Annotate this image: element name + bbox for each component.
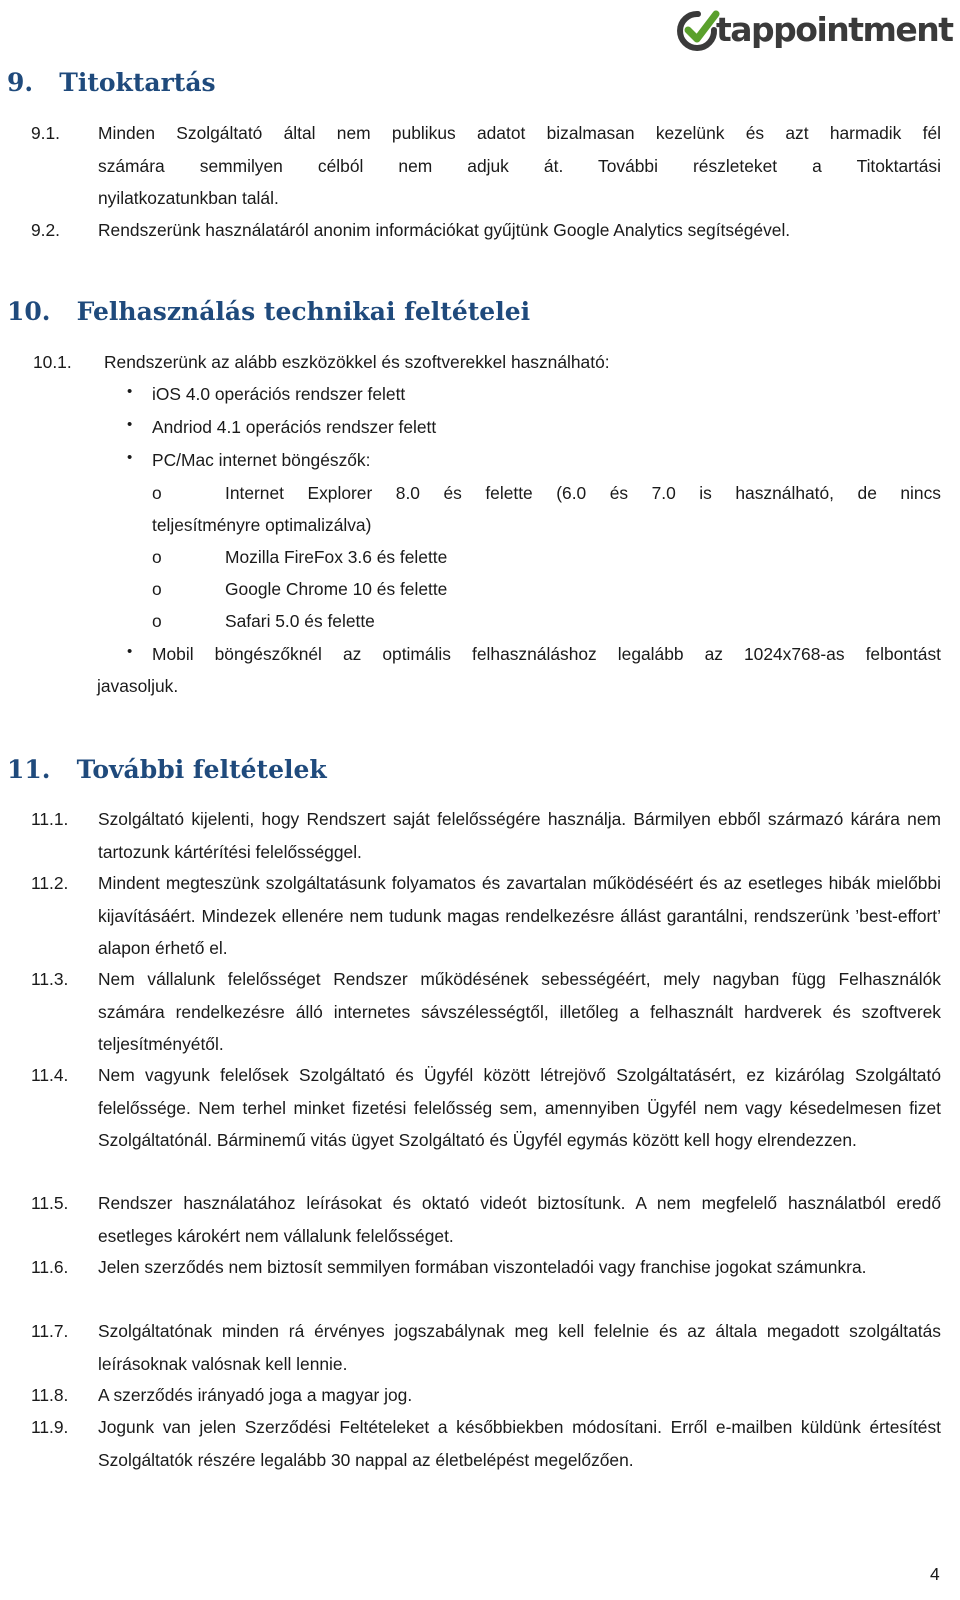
paragraph-11-9 — [31, 1411, 941, 1477]
sub-bullet-marker: o — [152, 579, 162, 599]
section-10-heading — [7, 297, 530, 326]
paragraph-9-2 — [31, 214, 941, 248]
section-11-title: További feltételek — [76, 755, 327, 784]
section-10-number: 10. — [7, 297, 51, 326]
paragraph-number: 11.7. — [31, 1321, 69, 1341]
paragraph-text: A szerződés irányadó joga a magyar jog. — [98, 1385, 413, 1405]
tappointment-logo — [676, 6, 953, 54]
sub-item-chrome: Google Chrome 10 és felette — [225, 579, 448, 599]
sub-item-ie: Internet Explorer 8.0 és felette (6.0 és 7.0 is használható, de nincs — [225, 483, 941, 503]
checkmark-icon — [676, 8, 720, 54]
paragraph-text: Mindent megteszünk szolgáltatásunk folyamatos és zavartalan működéséért és az esetleges hibák mielőbbi kijavításáért. Mindezek ellenére nem tudunk magas rendelkezésre állást garantálni, rendszerünk ’best-effort’ alapon érhető el. — [98, 873, 941, 958]
bullet-icon: • — [127, 643, 133, 660]
paragraph-11-5 — [31, 1187, 941, 1253]
text-line: számára semmilyen célból nem adjuk át. További részleteket a Titoktartási — [98, 155, 941, 176]
paragraph-number: 11.8. — [31, 1385, 69, 1405]
bullet-icon: • — [127, 416, 133, 433]
paragraph-11-1 — [31, 803, 941, 869]
bullet-item-ios: iOS 4.0 operációs rendszer felett — [152, 384, 406, 404]
paragraph-10-1-text: Rendszerünk az alább eszközökkel és szoftverekkel használható: — [104, 352, 610, 372]
section-11-number: 11. — [7, 755, 51, 784]
paragraph-11-3 — [31, 963, 941, 1061]
section-11-heading — [7, 755, 327, 784]
sub-bullet-marker: o — [152, 483, 162, 503]
bullet-item-android: Andriod 4.1 operációs rendszer felett — [152, 417, 437, 437]
bullet-item-pc-mac: PC/Mac internet böngészők: — [152, 450, 371, 470]
paragraph-11-6 — [31, 1251, 941, 1317]
page-number: 4 — [930, 1564, 940, 1584]
paragraph-number: 11.4. — [31, 1065, 69, 1085]
paragraph-text: Jelen szerződés nem biztosít semmilyen formában viszonteladói vagy franchise jogokat számunkra. — [98, 1257, 867, 1277]
paragraph-11-7 — [31, 1315, 941, 1381]
bullet-item-mobile-continued: javasoljuk. — [97, 676, 179, 696]
paragraph-text: Nem vállalunk felelősséget Rendszer működésének sebességéért, mely nagyban függ Felhasználók számára rendelkezésre álló internetes sávszélességtől, illetőleg a felhasznált hardverek és szoftverek teljesítményétől. — [98, 969, 941, 1054]
logo-text: tappointment — [716, 10, 953, 49]
section-9-title: Titoktartás — [59, 68, 216, 97]
paragraph-9-1 — [31, 117, 941, 217]
paragraph-text — [98, 117, 941, 215]
bullet-icon: • — [127, 449, 133, 466]
section-9-heading — [7, 68, 216, 97]
paragraph-number: 11.5. — [31, 1193, 69, 1213]
text-line: nyilatkozatunkban talál. — [98, 188, 279, 208]
paragraph-text: Rendszer használatához leírásokat és oktató videót biztosítunk. A nem megfelelő használatból eredő esetleges károkért nem vállalunk felelősséget. — [98, 1193, 941, 1246]
sub-item-ie-continued: teljesítményre optimalizálva) — [152, 515, 372, 535]
paragraph-number: 9.1. — [31, 123, 61, 143]
paragraph-text: Szolgáltató kijelenti, hogy Rendszert saját felelősségére használja. Bármilyen ebből származó kárára nem tartozunk kártérítési felelősséggel. — [98, 809, 941, 862]
sub-item-safari: Safari 5.0 és felette — [225, 611, 375, 631]
paragraph-text: Rendszerünk használatáról anonim információkat gyűjtünk Google Analytics segítségével. — [98, 220, 791, 240]
paragraph-number: 9.2. — [31, 220, 61, 240]
sub-item-firefox: Mozilla FireFox 3.6 és felette — [225, 547, 448, 567]
bullet-icon: • — [127, 383, 133, 400]
sub-bullet-marker: o — [152, 611, 162, 631]
paragraph-number: 11.2. — [31, 873, 69, 893]
paragraph-number: 11.9. — [31, 1417, 69, 1437]
sub-bullet-marker: o — [152, 547, 162, 567]
paragraph-text: Szolgáltatónak minden rá érvényes jogszabálynak meg kell felelnie és az általa megadott szolgáltatás leírásoknak valósnak kell lennie. — [98, 1321, 941, 1374]
paragraph-number: 11.1. — [31, 809, 69, 829]
paragraph-11-4 — [31, 1059, 941, 1189]
text-line: Minden Szolgáltató által nem publikus adatot bizalmasan kezelünk és azt harmadik fél — [98, 123, 941, 143]
paragraph-11-8 — [31, 1379, 941, 1413]
paragraph-text: Jogunk van jelen Szerződési Feltételeket a későbbiekben módosítani. Erről e-mailben küldünk értesítést Szolgáltatók részére legalább 30 nappal az életbelépést megelőzően. — [98, 1417, 941, 1470]
paragraph-number: 11.3. — [31, 969, 69, 989]
paragraph-number: 11.6. — [31, 1257, 69, 1277]
paragraph-11-2 — [31, 867, 941, 965]
section-10-title: Felhasználás technikai feltételei — [76, 297, 531, 326]
paragraph-10-1-number: 10.1. — [33, 352, 72, 372]
bullet-item-mobile: Mobil böngészőknél az optimális felhasználáshoz legalább az 1024x768-as felbontást — [152, 644, 941, 664]
section-9-number: 9. — [7, 68, 34, 97]
paragraph-text: Nem vagyunk felelősek Szolgáltató és Ügyfél között létrejövő Szolgáltatásért, ez kizárólag Szolgáltató felelőssége. Nem terhel minket fizetési felelősség sem, amennyiben Ügyfél nem vagy késedelmesen fizet Szolgáltatónál. Bárminemű vitás ügyet Szolgáltató és Ügyfél egymás között kell hogy elrendezzen. — [98, 1065, 941, 1150]
